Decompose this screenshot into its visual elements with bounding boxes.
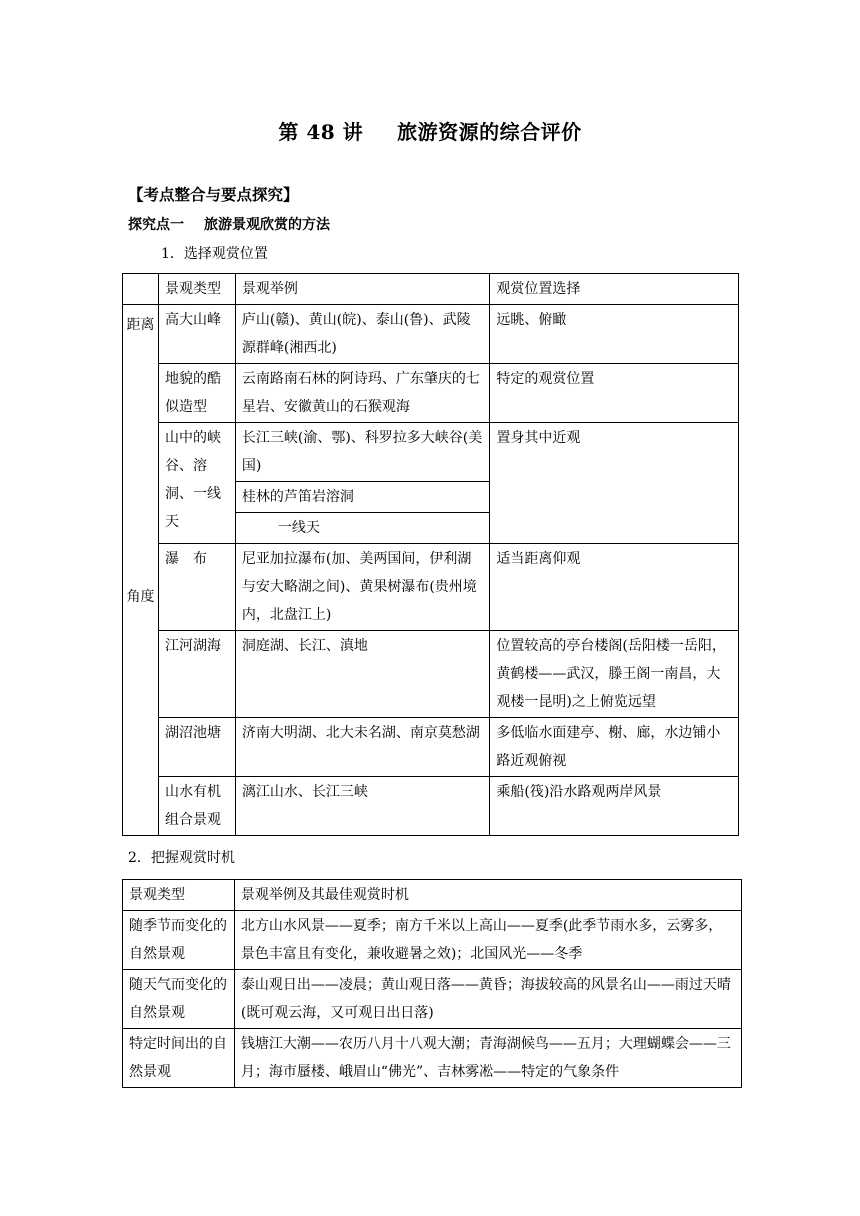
table-header: 景观类型 <box>123 880 235 911</box>
table-cell: 桂林的芦笛岩溶洞 <box>235 482 490 513</box>
table-cell: 洞庭湖、长江、滇地 <box>235 631 490 718</box>
table-cell: 置身其中近观 <box>490 423 739 544</box>
table-header: 景观举例及其最佳观赏时机 <box>234 880 741 911</box>
table-cell: 钱塘江大潮——农历八月十八观大潮；青海湖候鸟——五月；大理蝴蝶会——三月；海市蜃楼、峨眉山“佛光”、吉林雾凇——特定的气象条件 <box>234 1029 741 1088</box>
table-header: 景观举例 <box>235 274 490 305</box>
table-row <box>123 544 739 631</box>
table-row <box>123 305 739 364</box>
table-cell: 特定的观赏位置 <box>490 364 739 423</box>
table-cell: 特定时间出的自然景观 <box>123 1029 235 1088</box>
table-row <box>123 911 742 970</box>
table-row <box>123 1029 742 1088</box>
side-label-cell <box>123 305 159 836</box>
table-cell: 山水有机组合景观 <box>158 777 235 836</box>
table-cell: 乘船(筏)沿水路观两岸风景 <box>490 777 739 836</box>
table-header-row <box>123 880 742 911</box>
viewing-time-table <box>122 879 742 1088</box>
side-label-angle: 角度 <box>126 589 155 605</box>
viewing-position-table <box>122 273 739 836</box>
table-cell: 远眺、俯瞰 <box>490 305 739 364</box>
lecture-number: 第 48 讲 <box>278 120 364 144</box>
table-cell: 山中的峡谷、溶洞、一线天 <box>158 423 235 544</box>
lecture-topic: 旅游资源的综合评价 <box>397 120 582 144</box>
table-cell: 随季节而变化的自然景观 <box>123 911 235 970</box>
subsection-text: 旅游景观欣赏的方法 <box>204 217 330 233</box>
subsection-label: 探究点一 <box>128 217 184 233</box>
table-header-row <box>123 274 739 305</box>
table-cell: 地貌的酷似造型 <box>158 364 235 423</box>
page-title <box>0 116 860 145</box>
table-cell: 适当距离仰观 <box>490 544 739 631</box>
subsection-heading <box>128 214 330 234</box>
side-label-distance: 距离 <box>126 317 155 333</box>
table-cell: 湖沼池塘 <box>158 718 235 777</box>
table-header: 景观类型 <box>158 274 235 305</box>
table-header-blank <box>123 274 159 305</box>
table-cell: 济南大明湖、北大未名湖、南京莫愁湖 <box>235 718 490 777</box>
table-row <box>123 718 739 777</box>
table-row <box>123 423 739 482</box>
table-cell: 位置较高的亭台楼阁(岳阳楼一岳阳，黄鹤楼——武汉，滕王阁一南昌，大观楼一昆明)之上俯览远望 <box>490 631 739 718</box>
part1-title: 1．选择观赏位置 <box>161 246 268 262</box>
part2-title: 2．把握观赏时机 <box>128 850 235 866</box>
table-cell: 北方山水风景——夏季；南方千米以上高山——夏季(此季节雨水多，云雾多，景色丰富且有变化，兼收避暑之效)；北国风光——冬季 <box>234 911 741 970</box>
table-cell: 漓江山水、长江三峡 <box>235 777 490 836</box>
table-cell: 随天气而变化的自然景观 <box>123 970 235 1029</box>
table-cell: 长江三峡(渝、鄂)、科罗拉多大峡谷(美国) <box>235 423 490 482</box>
table-cell: 庐山(赣)、黄山(皖)、泰山(鲁)、武陵源群峰(湘西北) <box>235 305 490 364</box>
table-cell: 瀑 布 <box>158 544 235 631</box>
table-cell: 江河湖海 <box>158 631 235 718</box>
table-cell: 尼亚加拉瀑布(加、美两国间，伊利湖与安大略湖之间)、黄果树瀑布(贵州境内，北盘江上) <box>235 544 490 631</box>
table-row <box>123 631 739 718</box>
table-row <box>123 970 742 1029</box>
table-cell: 一线天 <box>235 513 490 544</box>
table-row <box>123 777 739 836</box>
table-header: 观赏位置选择 <box>490 274 739 305</box>
table-cell: 多低临水面建亭、榭、廊，水边铺小路近观俯视 <box>490 718 739 777</box>
table-cell: 高大山峰 <box>158 305 235 364</box>
section-heading: 【考点整合与要点探究】 <box>128 185 299 204</box>
table-cell: 云南路南石林的阿诗玛、广东肇庆的七星岩、安徽黄山的石猴观海 <box>235 364 490 423</box>
table-row <box>123 364 739 423</box>
table-cell: 泰山观日出——凌晨；黄山观日落——黄昏；海拔较高的风景名山——雨过天晴(既可观云海，又可观日出日落) <box>234 970 741 1029</box>
